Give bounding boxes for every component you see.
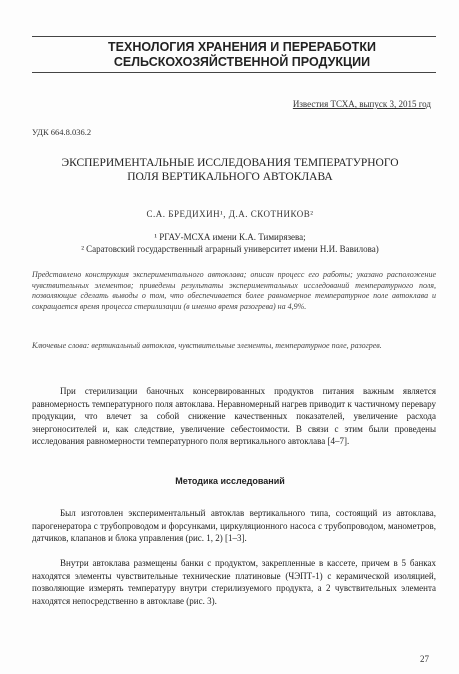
section-rule — [32, 72, 436, 73]
methods-heading: Методика исследований — [175, 476, 285, 486]
authors: С.А. БРЕДИХИН¹, Д.А. СКОТНИКОВ² — [146, 209, 314, 219]
udk-code: УДК 664.8.036.2 — [32, 127, 92, 137]
intro-paragraph: При стерилизации баночных консервированных продуктов питания важным является равномерность температурного поля автоклава. Неравномерный нагрев приводит к частичному перевару продукции, что влечет за собой снижение качественных показателей, увеличение расхода энергоносителей и, как следствие, увеличение себестоимости. В связи с этим были проведены исследования равномерности температурного поля вертикального автоклава [4–7]. — [32, 386, 436, 446]
keywords: Ключевые слова: вертикальный автоклав, чувствительные элементы, температурное поле, разогрев. — [32, 341, 382, 350]
affiliation-2: ² Саратовский государственный аграрный университет имени Н.И. Вавилова) — [81, 244, 379, 254]
methods-paragraph-1: Был изготовлен экспериментальный автоклав вертикального типа, состоящий из автоклава, парогенератора с трубопроводом и форсунками, циркуляционного насоса с трубопроводом, манометров, датчиков, клапанов и блока управления (рис. 1, 2) [1–3]. — [32, 508, 436, 543]
page-number: 27 — [420, 654, 429, 664]
methods-paragraph-2: Внутри автоклава размещены банки с продуктом, закрепленные в кассете, причем в 5 банках находятся элементы чувствительные технические платиновые (ЧЭПТ-1) с керамической изоляцией, позволяющие измерять температуру внутри стерилизуемого продукта, а 2 чувствительных элемента находятся непосредственно в автоклаве (рис. 3). — [32, 558, 436, 606]
section-title: ТЕХНОЛОГИЯ ХРАНЕНИЯ И ПЕРЕРАБОТКИ СЕЛЬСКОХОЗЯЙСТВЕННОЙ ПРОДУКЦИИ — [108, 40, 376, 69]
journal-info: Известия ТСХА, выпуск 3, 2015 год — [292, 99, 431, 109]
top-rule — [32, 36, 436, 37]
abstract: Представлено конструкция экспериментального автоклава; описан процесс его работы; указано расположение чувствительных элементов; приведены результаты экспериментальных исследований температурного поля, позволяющие сделать выводы о том, что обеспечивается более равномерное температурное поле автоклава и сокращается время процесса стерилизации (в именно время разогрева) на 4,9%. — [32, 270, 436, 311]
paper-title: ЭКСПЕРИМЕНТАЛЬНЫЕ ИССЛЕДОВАНИЯ ТЕМПЕРАТУРНОГО ПОЛЯ ВЕРТИКАЛЬНОГО АВТОКЛАВА — [61, 157, 399, 183]
affiliation-1: ¹ РГАУ-МСХА имени К.А. Тимирязева; — [154, 232, 306, 242]
